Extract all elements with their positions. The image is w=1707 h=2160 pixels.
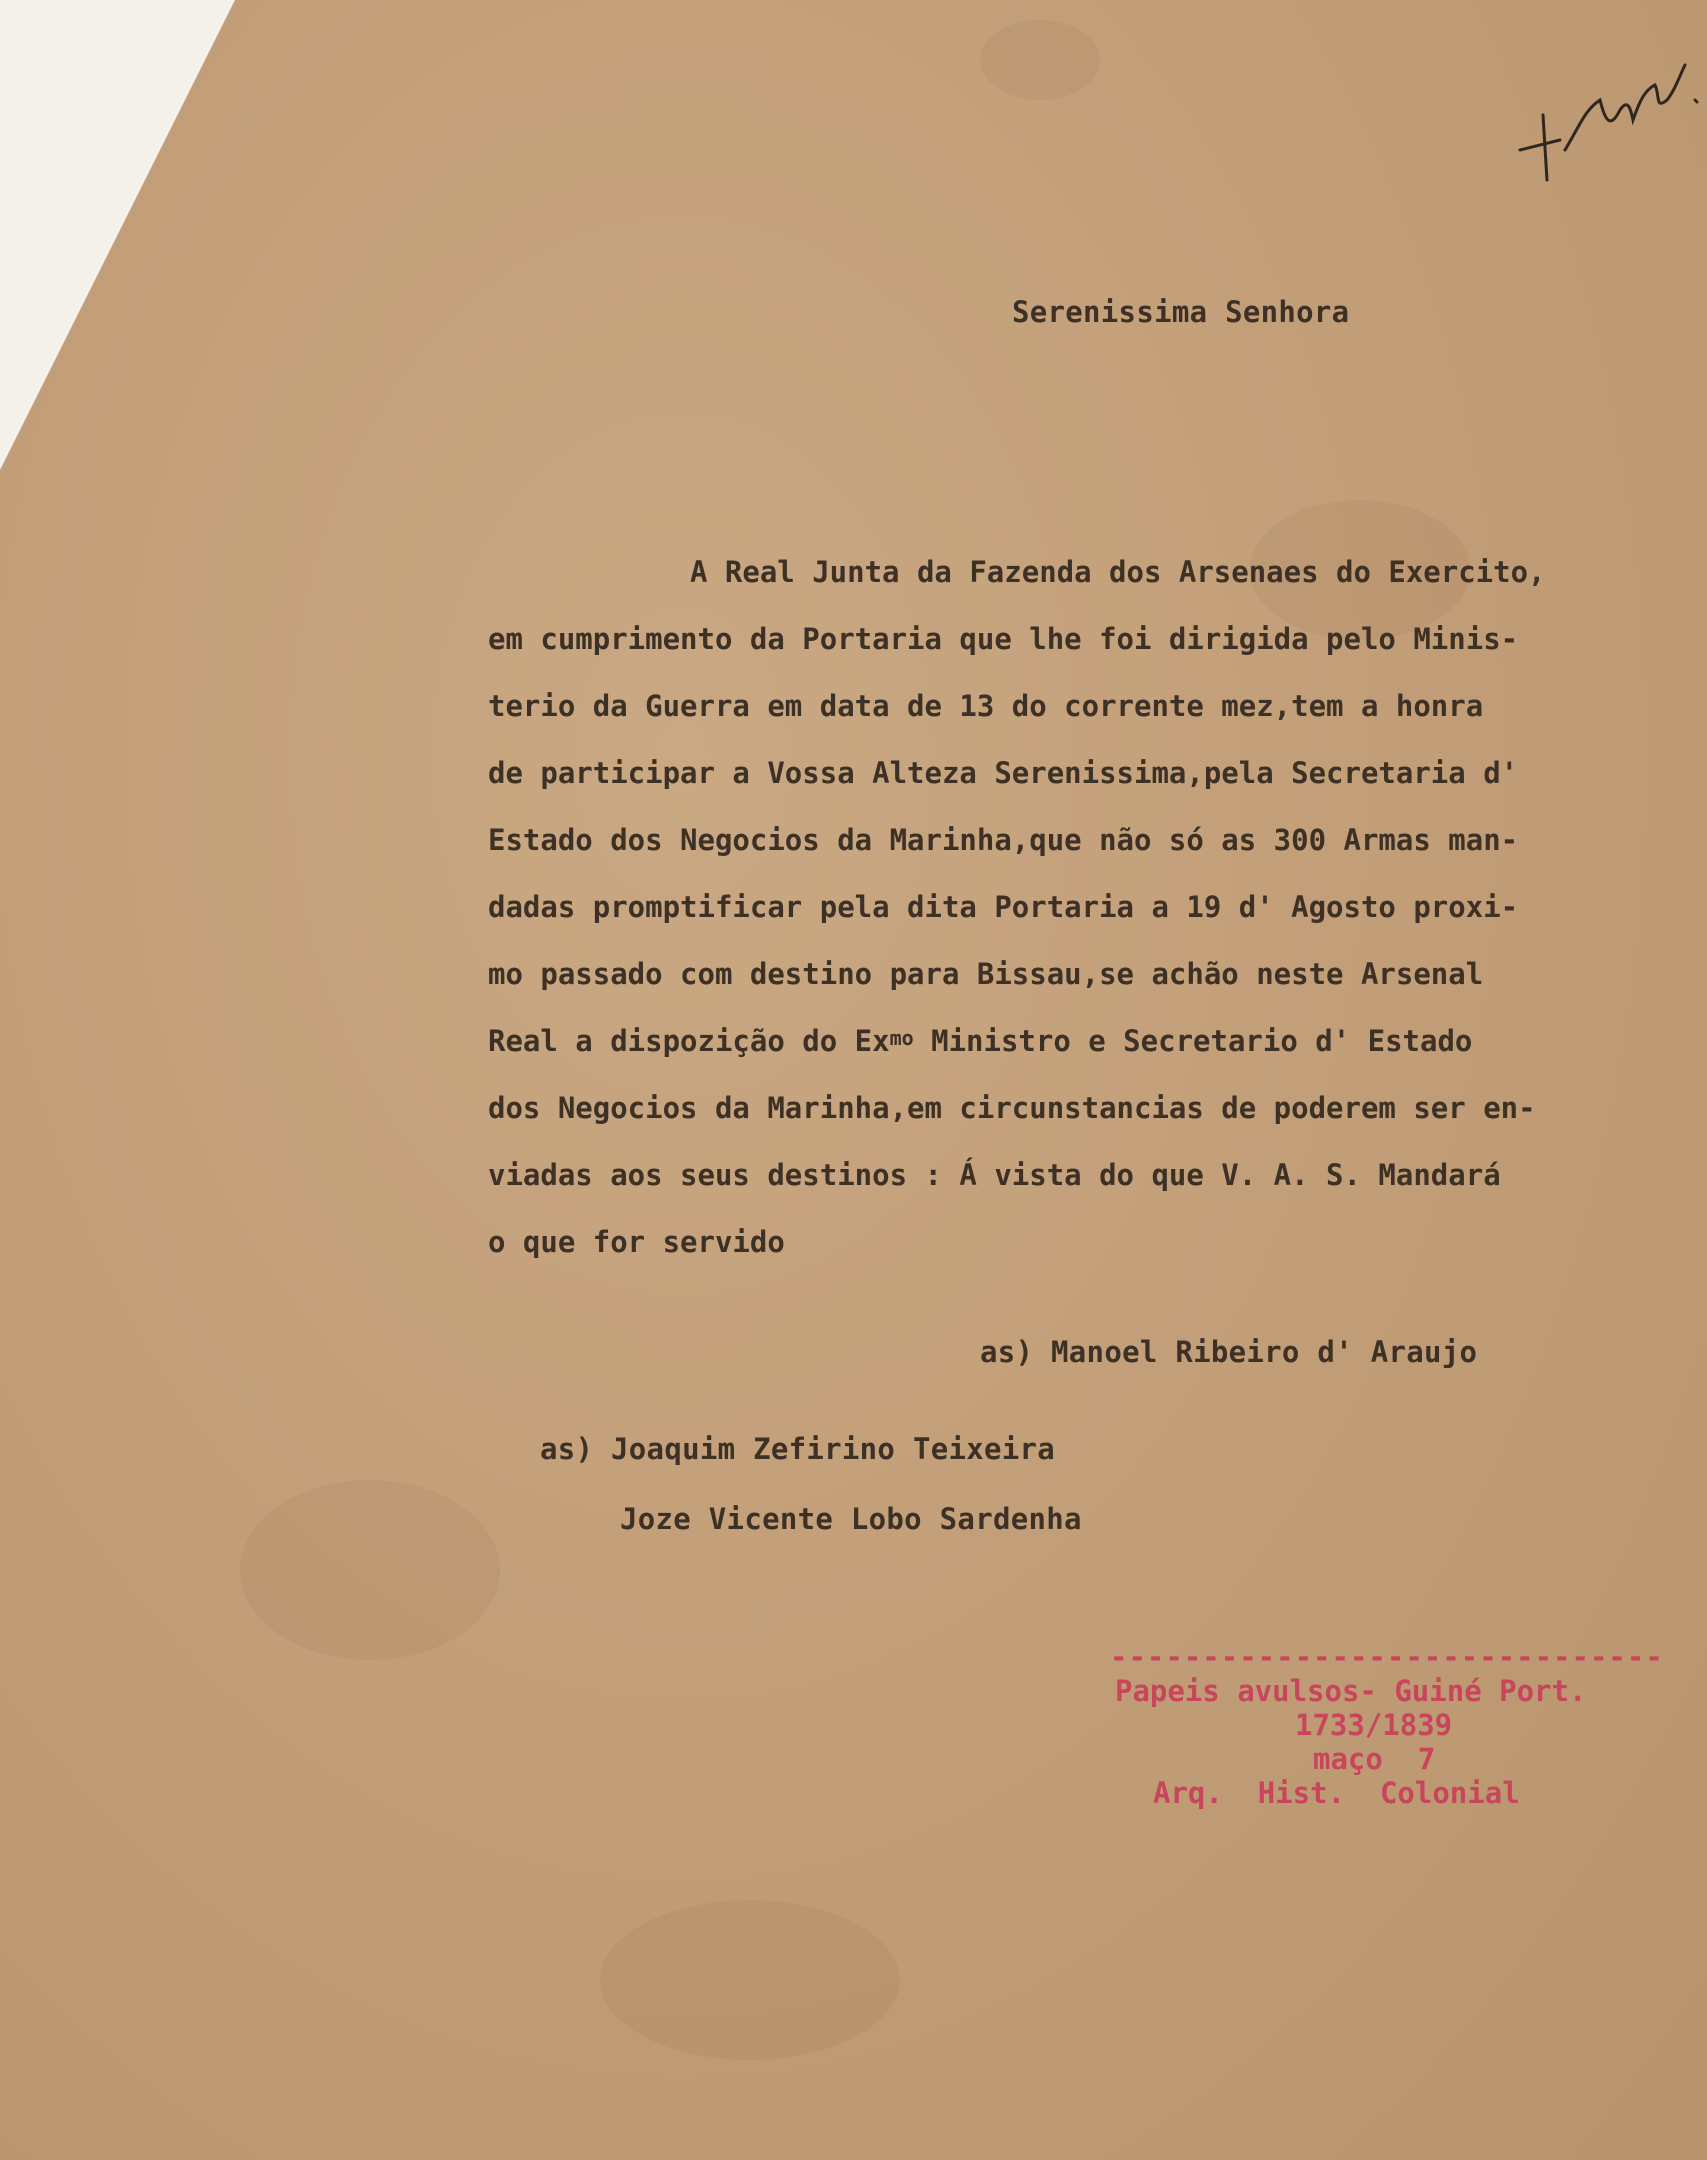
signature-2: as) Joaquim Zefirino Teixeira	[540, 1432, 1056, 1466]
paper-stain	[240, 1480, 500, 1660]
handwritten-note	[1505, 30, 1705, 200]
stamp-line: Arq. Hist. Colonial	[1153, 1776, 1520, 1810]
stamp-line: maço 7	[1313, 1742, 1436, 1776]
body-line-with-superscript	[488, 1024, 1472, 1058]
stamp-dashed-rule: ------------------------------	[1110, 1640, 1664, 1674]
signature-1: as) Manoel Ribeiro d' Araujo	[980, 1335, 1478, 1369]
stamp-line: Papeis avulsos- Guiné Port.	[1115, 1674, 1587, 1708]
body-line: terio da Guerra em data de 13 do corrente mez,tem a honra	[488, 689, 1484, 723]
body-line: de participar a Vossa Alteza Serenissima,pela Secretaria d'	[488, 756, 1519, 790]
body-line: em cumprimento da Portaria que lhe foi dirigida pelo Minis-	[488, 622, 1519, 656]
body-line: Estado dos Negocios da Marinha,que não só as 300 Armas man-	[488, 823, 1519, 857]
archive-stamp	[1110, 1640, 1690, 1810]
paper-stain	[980, 20, 1100, 100]
body-line: mo passado com destino para Bissau,se achão neste Arsenal	[488, 957, 1484, 991]
body-line-continuation: Ministro e Secretario d' Estado	[913, 1024, 1473, 1058]
body-line: viadas aos seus destinos : Á vista do que V. A. S. Mandará	[488, 1158, 1501, 1192]
stamp-line: 1733/1839	[1295, 1708, 1453, 1742]
body-line: A Real Junta da Fazenda dos Arsenaes do Exercito,	[690, 555, 1546, 589]
paper-stain	[600, 1900, 900, 2060]
body-line: o que for servido	[488, 1225, 785, 1259]
body-line: dadas promptificar pela dita Portaria a 19 d' Agosto proxi-	[488, 890, 1519, 924]
body-line: Real a dispozição do Ex	[488, 1024, 890, 1058]
superscript-abbreviation: mo	[889, 1026, 914, 1050]
signature-3: Joze Vicente Lobo Sardenha	[620, 1502, 1082, 1536]
body-line: dos Negocios da Marinha,em circunstancias de poderem ser en-	[488, 1091, 1536, 1125]
salutation: Serenissima Senhora	[1012, 295, 1350, 329]
